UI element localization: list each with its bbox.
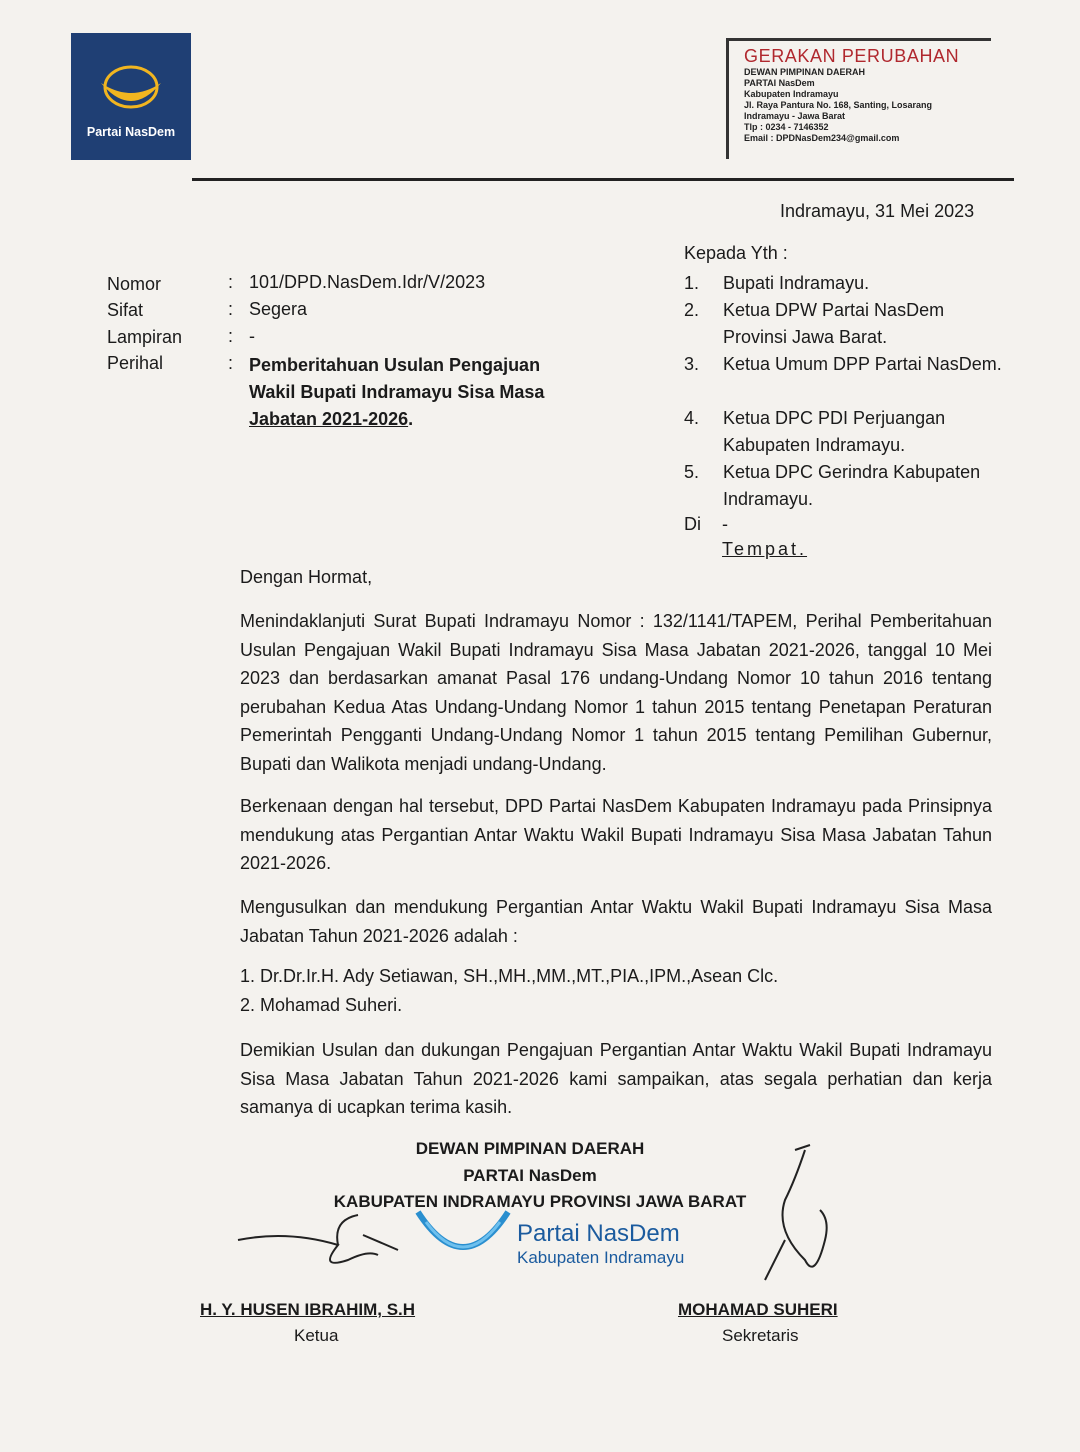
di-dash: - <box>722 514 728 534</box>
kepada-label: Kepada Yth : <box>684 243 788 263</box>
org-line: DEWAN PIMPINAN DAERAH <box>415 1139 645 1158</box>
salutation: Dengan Hormat, <box>240 567 373 587</box>
candidate-item: 1. Dr.Dr.Ir.H. Ady Setiawan, SH.,MH.,MM.,MT.,PIA.,IPM.,Asean Clc. <box>240 966 779 986</box>
recipient-item <box>684 297 1014 347</box>
ketua-role: Ketua <box>294 1326 339 1345</box>
perihal-text: Pemberitahuan Usulan Pengajuan Wakil Bupati Indramayu Sisa Masa <box>249 355 545 402</box>
org-line: KABUPATEN INDRAMAYU PROVINSI JAWA BARAT <box>333 1192 747 1211</box>
perihal-value <box>249 352 589 433</box>
paragraph: Menindaklanjuti Surat Bupati Indramayu Nomor : 132/1141/TAPEM, Perihal Pemberitahuan Usulan Pengajuan Wakil Bupati Indramayu Sisa Masa Jabatan 2021-2026, tanggal 10 Mei 2023 dan berdasarkan amanat Pasal 176 undang-Undang Nomor 10 tahun 2016 tentang perubahan Kedua Atas Undang-Undang Nomor 1 tahun 2015 tentang Penetapan Peraturan Pemerintah Pengganti Undang-Undang Nomor 1 tahun 2015 tentang Pemilihan Gubernur, Bupati dan Walikota menjadi undang-Undang. <box>240 611 992 774</box>
perihal-period: Jabatan 2021-2026 <box>249 409 409 429</box>
nomor-label: Nomor <box>107 274 162 294</box>
sifat-label: Sifat <box>107 300 144 320</box>
recipient-item <box>684 459 1014 509</box>
recipient-text: Ketua DPC PDI Perjuangan Kabupaten Indramayu. <box>723 408 946 455</box>
nomor-value: 101/DPD.NasDem.Idr/V/2023 <box>249 272 486 292</box>
sifat-value: Segera <box>249 299 308 319</box>
letterhead-line: Indramayu - Jawa Barat <box>744 111 846 121</box>
paragraph: Berkenaan dengan hal tersebut, DPD Partai NasDem Kabupaten Indramayu pada Prinsipnya mendukung atas Pergantian Antar Waktu Wakil Bupati Indramayu Sisa Masa Jabatan Tahun 2021-2026. <box>240 796 992 873</box>
letterhead-line: Kabupaten Indramayu <box>744 89 839 99</box>
letterhead-line: Email : DPDNasDem234@gmail.com <box>744 133 900 143</box>
perihal-label: Perihal <box>107 353 164 373</box>
recipient-text: Ketua Umum DPP Partai NasDem. <box>723 354 1002 374</box>
recipient-num: 4. <box>684 408 700 428</box>
header-divider <box>192 178 1014 181</box>
colon: : <box>228 353 234 373</box>
lampiran-value: - <box>249 326 255 346</box>
letterhead-line: Tlp : 0234 - 7146352 <box>744 122 829 132</box>
letter-date: Indramayu, 31 Mei 2023 <box>780 201 975 221</box>
ketua-name: H. Y. HUSEN IBRAHIM, S.H <box>200 1300 416 1319</box>
tempat-label: Tempat. <box>722 539 808 559</box>
paragraph: Mengusulkan dan mendukung Pergantian Antar Waktu Wakil Bupati Indramayu Sisa Masa Jabatan Tahun 2021-2026 adalah : <box>240 897 992 946</box>
candidate-item: 2. Mohamad Suheri. <box>240 995 403 1015</box>
signature-ketua-icon <box>228 1200 428 1300</box>
recipient-item <box>684 351 1014 378</box>
recipient-text: Ketua DPC Gerindra Kabupaten Indramayu. <box>723 462 981 509</box>
paragraph: Demikian Usulan dan dukungan Pengajuan Pergantian Antar Waktu Wakil Bupati Indramayu Sisa Masa Jabatan Tahun 2021-2026 kami sampaikan, atas segala perhatian dan kerja samanya di ucapkan terima kasih. <box>240 1040 992 1117</box>
recipient-num: 1. <box>684 273 700 293</box>
sekretaris-role: Sekretaris <box>722 1326 799 1345</box>
org-line: PARTAI NasDem <box>463 1166 597 1185</box>
colon: : <box>228 299 234 319</box>
recipient-text: Ketua DPW Partai NasDem Provinsi Jawa Barat. <box>723 300 945 347</box>
stamp-text: Kabupaten Indramayu <box>517 1248 685 1267</box>
letterhead-line: DEWAN PIMPINAN DAERAH <box>744 67 866 77</box>
party-logo <box>71 33 191 160</box>
recipient-item <box>684 405 1014 455</box>
letterhead-line: Jl. Raya Pantura No. 168, Santing, Losarang <box>744 100 933 110</box>
di-label: Di <box>684 514 701 534</box>
colon: : <box>228 326 234 346</box>
lampiran-label: Lampiran <box>107 327 183 347</box>
letterhead-title: GERAKAN PERUBAHAN <box>744 46 960 66</box>
perihal-end: . <box>408 409 414 429</box>
logo-text: Partai NasDem <box>86 125 176 139</box>
recipient-num: 2. <box>684 300 700 320</box>
nasdem-emblem-icon <box>93 63 169 119</box>
recipient-item <box>684 270 1014 297</box>
letterhead-line: PARTAI NasDem <box>744 78 815 88</box>
signature-sekretaris-icon <box>735 1140 855 1300</box>
sekretaris-name: MOHAMAD SUHERI <box>678 1300 838 1319</box>
stamp-text: Partai NasDem <box>517 1220 680 1247</box>
recipient-num: 3. <box>684 354 700 374</box>
colon: : <box>228 272 234 292</box>
recipient-text: Bupati Indramayu. <box>723 273 870 293</box>
recipient-num: 5. <box>684 462 700 482</box>
